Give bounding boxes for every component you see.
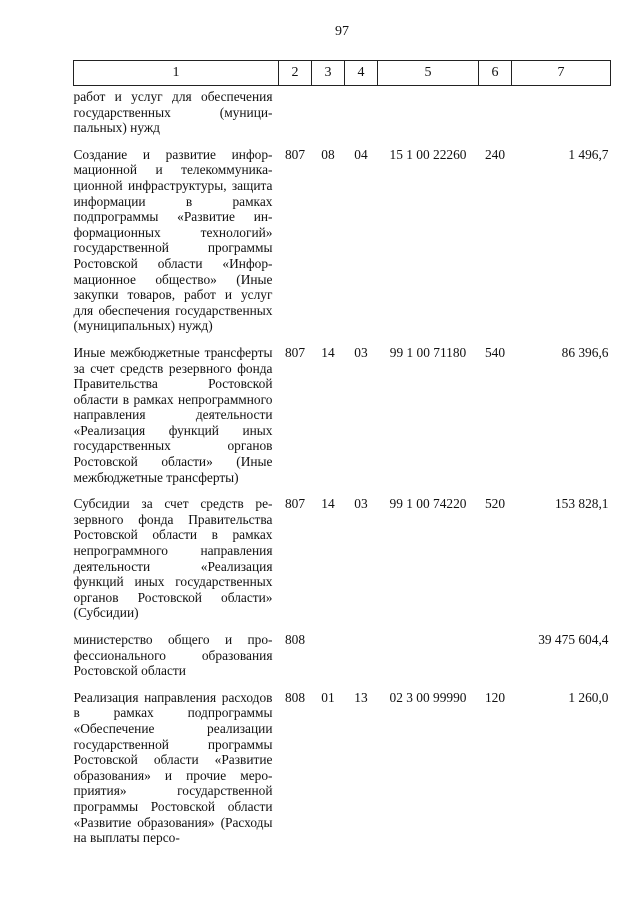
column-header: 2	[279, 61, 312, 86]
ministry-code: 807	[284, 146, 306, 162]
ministry-code: 807	[284, 344, 306, 360]
amount: 86 396,6	[561, 344, 609, 360]
amount: 153 828,1	[554, 496, 609, 512]
table-row	[74, 496, 611, 632]
column-header: 3	[312, 61, 345, 86]
table-row	[74, 690, 611, 857]
ministry-code	[279, 86, 312, 147]
target-code: 99 1 00 71180	[389, 344, 467, 360]
section-code: 08	[321, 146, 335, 162]
ministry-code: 807	[284, 496, 306, 512]
expense-type-code: 520	[484, 496, 506, 512]
expense-name: Субсидии за счет средств резервного фонда Правительства Ростовской области в рамках непрограммного направления деятельности «Реализация функций иных государственных органов Ростовской области» (Субсидии)	[73, 496, 273, 621]
ministry-code: 808	[284, 632, 306, 647]
subsection-code: 03	[354, 344, 368, 360]
target-code: 02 3 00 99990	[389, 689, 467, 705]
section-code: 14	[321, 496, 335, 512]
amount	[512, 86, 611, 147]
target-code	[378, 86, 479, 147]
target-code: 99 1 00 74220	[389, 496, 467, 512]
subsection-code	[345, 632, 378, 690]
column-header: 1	[74, 61, 279, 86]
table-row	[74, 632, 611, 690]
section-code: 01	[321, 689, 335, 705]
expense-type-code: 540	[484, 344, 506, 360]
target-code	[378, 632, 479, 690]
subsection-code: 04	[354, 146, 368, 162]
column-header: 4	[345, 61, 378, 86]
expense-name: Иные межбюджетные трансферты за счет средств резервного фонда Правительства Ростовской области в рамках непрограммного направления деятельности «Реализация функций иных государственных органов Ростовской области» (Иные межбюджетные трансферты)	[73, 344, 273, 485]
expense-name: министерство общего и профессионального образования Ростовской области	[73, 632, 273, 679]
expense-type-code	[479, 632, 512, 690]
amount: 1 260,0	[568, 689, 609, 705]
amount: 39 475 604,4	[538, 632, 609, 647]
section-code: 14	[321, 344, 335, 360]
ministry-code: 808	[284, 689, 306, 705]
section-code	[312, 86, 345, 147]
expense-name: работ и услуг для обеспечения государственных (муниципальных) нужд	[73, 89, 273, 136]
expense-type-code: 240	[484, 146, 506, 162]
table-row	[74, 345, 611, 496]
subsection-code: 03	[354, 496, 368, 512]
expense-type-code: 120	[484, 689, 506, 705]
column-number-row	[74, 61, 611, 86]
column-header: 5	[378, 61, 479, 86]
page-number: 97	[335, 24, 349, 39]
expense-type-code	[479, 86, 512, 147]
subsection-code	[345, 86, 378, 147]
subsection-code: 13	[354, 689, 368, 705]
expense-name: Реализация направления расходов в рамках подпрограммы «Обеспечение реализации государственной программы Ростовской области «Развитие образования» и прочие мероприятия» государственной программы Ростовской области «Развитие образования» (Расходы на выплаты персо-	[73, 689, 273, 846]
budget-table	[73, 60, 611, 857]
expense-name: Создание и развитие информационной и телекоммуникационной инфраструктуры, защита информации в рамках подпрограммы «Развитие информационных технологий» государственной программы Ростовской области «Информационное общество» (Иные закупки товаров, работ и услуг для обеспечения государственных (муниципальных) нужд)	[73, 146, 273, 334]
table-row	[74, 86, 611, 147]
column-header: 7	[512, 61, 611, 86]
amount: 1 496,7	[568, 146, 609, 162]
table-row	[74, 147, 611, 345]
target-code: 15 1 00 22260	[389, 146, 467, 162]
column-header: 6	[479, 61, 512, 86]
section-code	[312, 632, 345, 690]
